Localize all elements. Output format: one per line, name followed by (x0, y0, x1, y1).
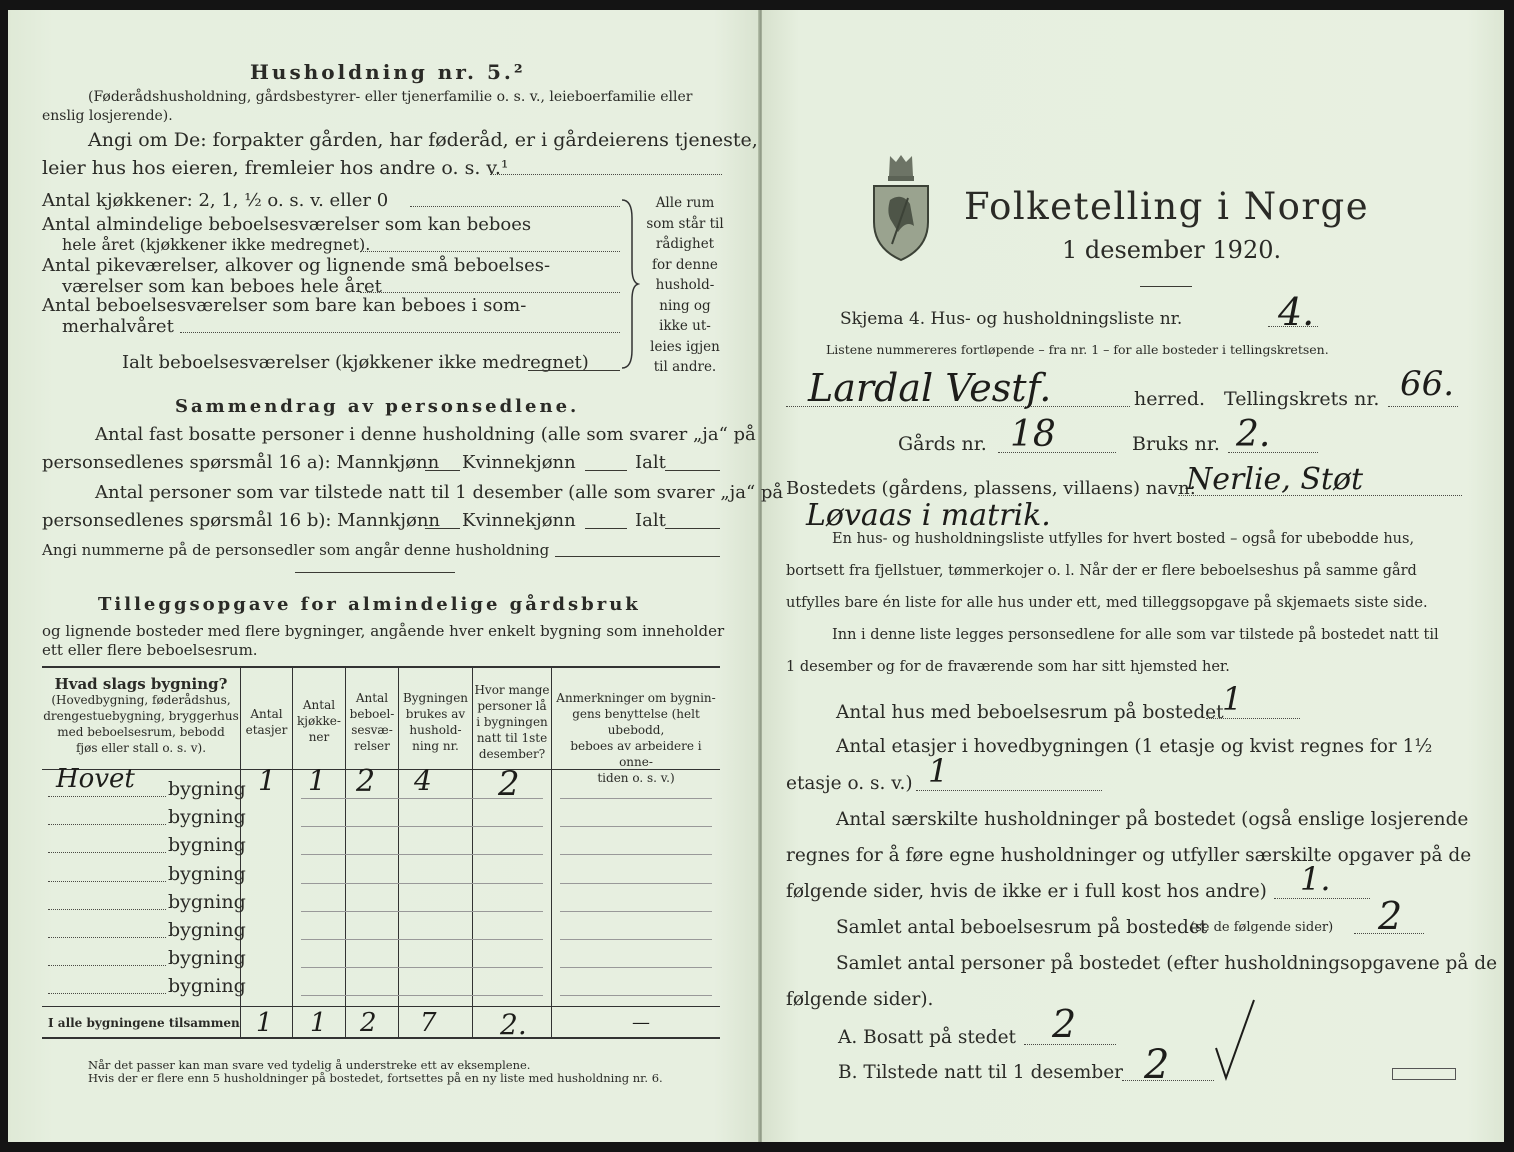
sammendrag-1-line-2: personsedlenes spørsmål 16 a): Mannkjønn (42, 452, 440, 473)
para1-line-2: bortsett fra fjellstuer, tømmerkojer o. l. Når der er flere beboelseshus på samme gård (786, 563, 1417, 579)
total-rom: 2 (360, 1008, 377, 1038)
row-hush: 4 (414, 764, 432, 797)
q-hush-2: regnes for å føre egne husholdninger og utfyller særskilte opgaver på de (786, 845, 1472, 866)
row-pers: 2 (498, 764, 520, 804)
bostedets-label: Bostedets (gårdens, plassens, villaens) navn: (786, 478, 1196, 499)
sammendrag-1-line-1: Antal fast bosatte personer i denne husholdning (alle som svarer „ja“ på (95, 424, 756, 445)
q-etasjer-1: Antal etasjer i hovedbygningen (1 etasje og kvist regnes for 1½ (836, 736, 1433, 757)
kvinne-label-2: Kvinnekjønn (462, 510, 576, 531)
brace-icon (618, 198, 640, 370)
q-pers-1: Samlet antal personer på bostedet (efter husholdningsopgavene på de (836, 953, 1498, 974)
row-building-type: Hovet (56, 764, 135, 794)
pike-label-2: værelser som kan beboes hele året (62, 276, 382, 297)
tellingskrets-nr: 66. (1400, 364, 1455, 404)
a-tilstede: 2 (1144, 1042, 1170, 1088)
table-row-label: bygning (168, 975, 246, 998)
q-hush-3: følgende sider, hvis de ikke er i full kost hos andre) (786, 881, 1267, 902)
para2-line-1: Inn i denne liste legges personsedlene for alle som var tilstede på bostedet natt til (832, 627, 1439, 643)
household-note-2: enslig losjerende). (42, 108, 173, 124)
a-rom: 2 (1378, 894, 1403, 938)
q-pers-2: følgende sider). (786, 989, 934, 1010)
footnote-2: Hvis der er flere enn 5 husholdninger på bostedet, fortsettes på en ny liste med husholdning nr. 6. (88, 1071, 663, 1085)
bosted-navn-2: Løvaas i matrik. (806, 498, 1051, 533)
a-bosatt: 2 (1052, 1002, 1077, 1046)
gards-nr: 18 (1010, 414, 1056, 455)
tillegg-title: Tilleggsopgave for almindelige gårdsbruk (98, 594, 641, 615)
ialt-label-2: Ialt (635, 510, 666, 531)
printer-stamp (1392, 1068, 1456, 1080)
herred-name: Lardal Vestf. (808, 366, 1052, 410)
col-header-kjokkener: Antal kjøkke- ner (297, 698, 341, 744)
col-header-etasjer: Antal etasjer (245, 707, 288, 737)
q-rom: Samlet antal beboelsesrum på bostedet (836, 917, 1208, 938)
som-label-2: merhalvåret (62, 316, 174, 337)
a-etasjer: 1 (928, 752, 949, 790)
household-title: Husholdning nr. 5.² (250, 60, 526, 84)
left-page (8, 10, 759, 1142)
skjema-nr: 4. (1278, 290, 1315, 334)
form-date: 1 desember 1920. (1062, 236, 1282, 264)
kjokkener-label: Antal kjøkkener: 2, 1, ½ o. s. v. eller 0 (42, 190, 389, 211)
table-row-label: bygning (168, 947, 246, 970)
table-row-label: bygning (168, 890, 246, 913)
listene-note: Listene nummereres fortløpende – fra nr. 1 – for alle bosteder i tellingskretsen. (826, 342, 1329, 357)
col-header-building-type: Hvad slags bygning? (Hovedbygning, føderådshus, drengestuebygning, bryggerhus med beboelsesrum, bebodd fjøs eller stall o. s. v). (43, 675, 239, 755)
col-header-personer: Hvor mange personer lå i bygningen natt til 1ste desember? (474, 683, 550, 761)
coat-of-arms-icon (868, 152, 934, 264)
a-hus: 1 (1222, 680, 1243, 718)
table-row-label: bygning (168, 919, 246, 941)
total-pers: 2. (500, 1008, 527, 1041)
kvinne-label-1: Kvinnekjønn (462, 452, 576, 473)
angi-line-1: Angi om De: forpakter gården, har føderåd, er i gårdeierens tjeneste, (88, 129, 758, 151)
tillegg-line-1: og lignende bosteder med flere bygninger, angående hver enkelt bygning som inneholder (42, 622, 725, 640)
ialt-label-1: Ialt (635, 452, 666, 473)
row-rom: 2 (356, 764, 376, 799)
table-row-label: bygning (168, 778, 246, 800)
q-tilstede: B. Tilstede natt til 1 desember (838, 1062, 1123, 1083)
row-kjokken: 1 (308, 764, 326, 797)
table-row-label: bygning (168, 834, 246, 857)
side-note: Alle rum som står til rådighet for denne hushold- ning og ikke ut- leies igjen til andre. (646, 195, 724, 375)
q-etasjer-2: etasje o. s. v.) (786, 773, 913, 794)
table-row-label: bygning (168, 806, 246, 829)
skjema-label: Skjema 4. Hus- og husholdningsliste nr. (840, 309, 1183, 329)
para2-line-2: 1 desember og for de fraværende som har sitt hjemsted her. (786, 659, 1230, 675)
sammendrag-title: Sammendrag av personsedlene. (175, 396, 580, 417)
bruks-label: Bruks nr. (1132, 433, 1220, 455)
col-header-husholdning: Bygningen brukes av hushold- ning nr. (402, 691, 469, 753)
bruks-nr: 2. (1236, 414, 1271, 455)
tellingskrets-label: Tellingskrets nr. (1224, 388, 1380, 410)
q-hush-1: Antal særskilte husholdninger på bostedet (også enslige losjerende (836, 809, 1469, 830)
sammendrag-2-line-1: Antal personer som var tilstede natt til 1 desember (alle som svarer „ja“ på (95, 482, 784, 503)
pike-label-1: Antal pikeværelser, alkover og lignende små beboelses- (42, 255, 551, 276)
total-hush: 7 (420, 1008, 437, 1038)
check-mark-icon (1210, 996, 1260, 1086)
total-anm: — (632, 1012, 650, 1033)
angi-line-2: leier hus hos eieren, fremleier hos andre o. s. v.¹ (42, 157, 509, 179)
para1-line-1: En hus- og husholdningsliste utfylles for hvert bosted – også for ubebodde hus, (832, 531, 1415, 547)
ialt-label: Ialt beboelsesværelser (kjøkkener ikke medregnet) (122, 352, 589, 373)
household-note-1: (Føderådshusholdning, gårdsbestyrer- eller tjenerfamilie o. s. v., leieboerfamilie eller (88, 89, 693, 105)
total-etasjer: 1 (256, 1008, 273, 1038)
total-kjokken: 1 (310, 1008, 327, 1038)
gards-label: Gårds nr. (898, 433, 987, 455)
som-label-1: Antal beboelsesværelser som bare kan beboes i som- (42, 295, 527, 316)
footnote-1: Når det passer kan man svare ved tydelig å understreke ett av eksemplene. (88, 1058, 531, 1072)
q-hus: Antal hus med beboelsesrum på bostedet (836, 702, 1224, 723)
para1-line-3: utfylles bare én liste for alle hus under ett, med tilleggsopgave på skjemaets siste side. (786, 595, 1428, 611)
table-row-label: bygning (168, 862, 246, 885)
q-rom-small: (se de følgende sider) (1190, 920, 1334, 935)
q-bosatt: A. Bosatt på stedet (838, 1027, 1016, 1048)
tillegg-line-2: ett eller flere beboelsesrum. (42, 641, 258, 659)
alm-label-2: hele året (kjøkkener ikke medregnet). (62, 235, 371, 254)
angi-nummerne: Angi nummerne på de personsedler som angår denne husholdning (42, 541, 550, 559)
col-header-anmerkninger: Anmerkninger om bygnin- gens benyttelse (helt ubebodd, beboes av arbeidere i onne- tiden o. s. v.) (556, 691, 716, 785)
col-header-beboelses: Antal beboel- sesvæ- relser (349, 691, 395, 753)
herred-label: herred. (1134, 388, 1206, 410)
bosted-navn-1: Nerlie, Støt (1186, 462, 1364, 497)
total-label: I alle bygningene tilsammen (48, 1016, 240, 1030)
form-title: Folketelling i Norge (964, 185, 1370, 228)
a-hush: 1. (1300, 860, 1331, 898)
alm-label-1: Antal almindelige beboelsesværelser som kan beboes (42, 214, 532, 235)
sammendrag-2-line-2: personsedlenes spørsmål 16 b): Mannkjønn (42, 510, 441, 531)
row-etasjer: 1 (258, 764, 276, 797)
